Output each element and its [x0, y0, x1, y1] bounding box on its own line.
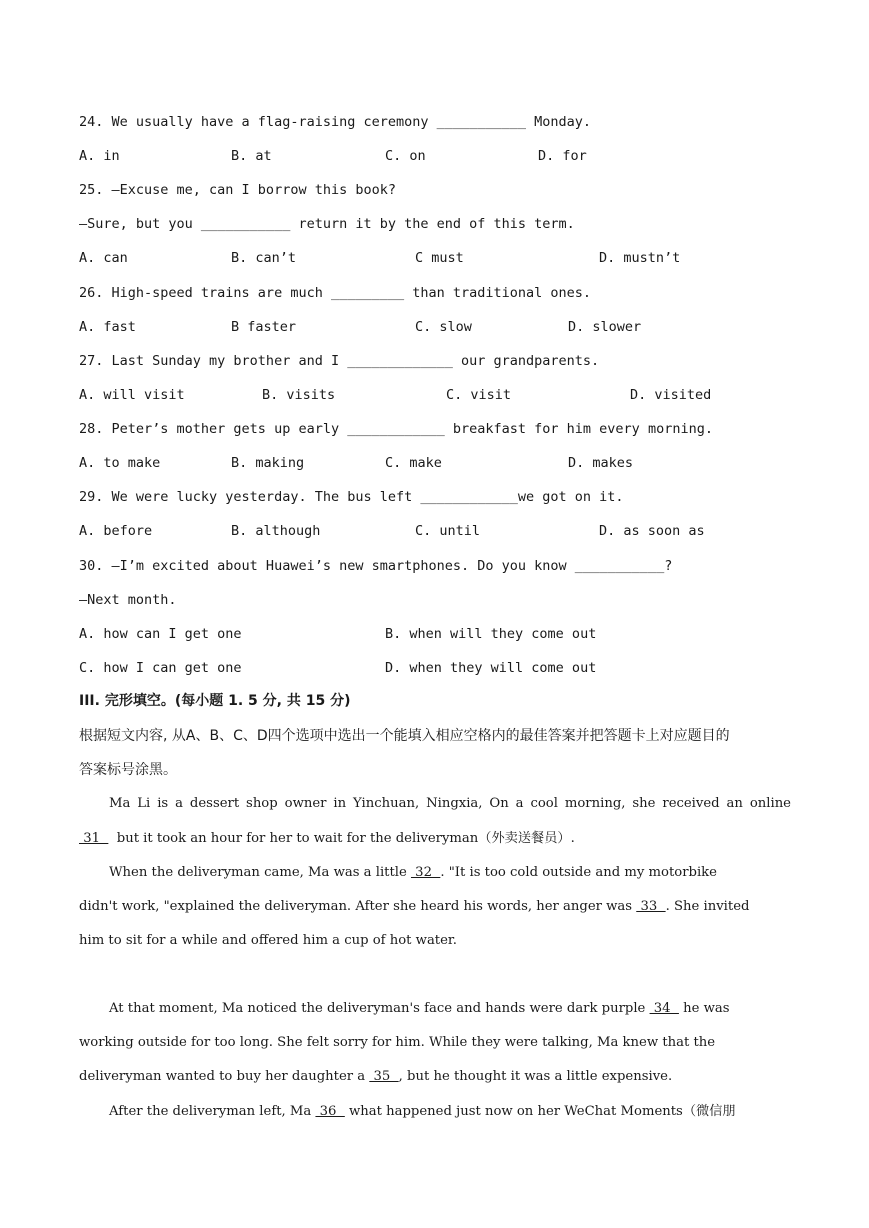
question-24-stem: 24. We usually have a flag-raising ceremony ___________ Monday. [79, 114, 592, 130]
passage-p1-line-2-text: but it took an hour for her to wait for the deliveryman（外卖送餐员）. [112, 831, 575, 846]
section-3-instruction-line-2: 答案标号涂黑。 [79, 762, 177, 778]
blank-35: 35 [369, 1069, 399, 1084]
q25-option-a[interactable]: A. can [79, 250, 128, 266]
passage-p3-line-3 [79, 1067, 791, 1087]
q28-option-b[interactable]: B. making [231, 455, 305, 471]
question-28-stem: 28. Peter’s mother gets up early ____________ breakfast for him every morning. [79, 421, 713, 437]
question-26-stem: 26. High-speed trains are much _________ than traditional ones. [79, 285, 592, 301]
q24-option-c[interactable]: C. on [385, 148, 426, 164]
blank-36: 36 [315, 1104, 345, 1119]
passage-p3-line-1 [109, 999, 791, 1019]
passage-p4-line-1-post: what happened just now on her WeChat Moments（微信朋 [344, 1104, 736, 1119]
passage-p3-line-1-post: he was [678, 1001, 730, 1016]
question-30-reply: —Next month. [79, 592, 177, 608]
q25-option-d[interactable]: D. mustn’t [599, 250, 681, 266]
passage-p3-line-2: working outside for too long. She felt sorry for him. While they were talking, Ma knew that the [79, 1035, 716, 1050]
q25-option-b[interactable]: B. can’t [231, 250, 297, 266]
passage-p3-line-1-pre: At that moment, Ma noticed the deliveryman's face and hands were dark purple [109, 1001, 650, 1016]
blank-31: 31 [79, 831, 109, 846]
q29-option-b[interactable]: B. although [231, 523, 321, 539]
passage-p2-line-2-post: . She invited [665, 899, 750, 914]
q28-option-c[interactable]: C. make [385, 455, 442, 471]
q28-option-a[interactable]: A. to make [79, 455, 161, 471]
q26-option-d[interactable]: D. slower [568, 319, 642, 335]
q25-option-c[interactable]: C must [415, 250, 464, 266]
q26-option-b[interactable]: B faster [231, 319, 297, 335]
q26-option-c[interactable]: C. slow [415, 319, 472, 335]
q29-option-c[interactable]: C. until [415, 523, 481, 539]
passage-p2-line-2 [79, 897, 791, 917]
passage-p2-line-1-post: . "It is too cold outside and my motorbike [440, 865, 717, 880]
q29-option-a[interactable]: A. before [79, 523, 153, 539]
passage-p2-line-3: him to sit for a while and offered him a cup of hot water. [79, 933, 457, 948]
question-27-stem: 27. Last Sunday my brother and I _____________ our grandparents. [79, 353, 600, 369]
q30-option-b[interactable]: B. when will they come out [385, 626, 597, 642]
q28-option-d[interactable]: D. makes [568, 455, 634, 471]
q29-option-d[interactable]: D. as soon as [599, 523, 705, 539]
q30-option-a[interactable]: A. how can I get one [79, 626, 242, 642]
blank-32: 32 [410, 865, 441, 880]
q26-option-a[interactable]: A. fast [79, 319, 136, 335]
question-29-stem: 29. We were lucky yesterday. The bus left ____________we got on it. [79, 489, 624, 505]
passage-p1-line-2 [79, 829, 791, 849]
q30-option-c[interactable]: C. how I can get one [79, 660, 242, 676]
blank-33: 33 [636, 899, 666, 914]
passage-p2-line-1-pre: When the deliveryman came, Ma was a little [109, 865, 411, 880]
q27-option-b[interactable]: B. visits [262, 387, 336, 403]
passage-p2-line-1 [109, 863, 791, 883]
passage-p3-line-3-pre: deliveryman wanted to buy her daughter a [79, 1069, 370, 1084]
q27-option-a[interactable]: A. will visit [79, 387, 185, 403]
section-3-instruction-line-1: 根据短文内容, 从A、B、C、D四个选项中选出一个能填入相应空格内的最佳答案并把答题卡上对应题目的 [79, 728, 730, 744]
passage-p2-line-2-pre: didn't work, "explained the deliveryman. After she heard his words, her anger was [79, 899, 637, 914]
question-30-stem: 30. —I’m excited about Huawei’s new smartphones. Do you know ___________? [79, 558, 673, 574]
passage-p1-line-1: Ma Li is a dessert shop owner in Yinchuan, Ningxia, On a cool morning, she received an online [109, 796, 791, 811]
blank-34: 34 [649, 1001, 679, 1016]
passage-p4-line-1 [109, 1102, 791, 1122]
section-3-heading: III. 完形填空。(每小题 1. 5 分, 共 15 分) [79, 693, 351, 709]
question-25-reply: —Sure, but you ___________ return it by the end of this term. [79, 216, 575, 232]
q24-option-a[interactable]: A. in [79, 148, 120, 164]
q27-option-c[interactable]: C. visit [446, 387, 512, 403]
q30-option-d[interactable]: D. when they will come out [385, 660, 597, 676]
passage-p3-line-3-post: , but he thought it was a little expensive. [398, 1069, 673, 1084]
question-25-stem: 25. —Excuse me, can I borrow this book? [79, 182, 396, 198]
q24-option-d[interactable]: D. for [538, 148, 587, 164]
q24-option-b[interactable]: B. at [231, 148, 272, 164]
passage-p4-line-1-pre: After the deliveryman left, Ma [109, 1104, 316, 1119]
q27-option-d[interactable]: D. visited [630, 387, 712, 403]
